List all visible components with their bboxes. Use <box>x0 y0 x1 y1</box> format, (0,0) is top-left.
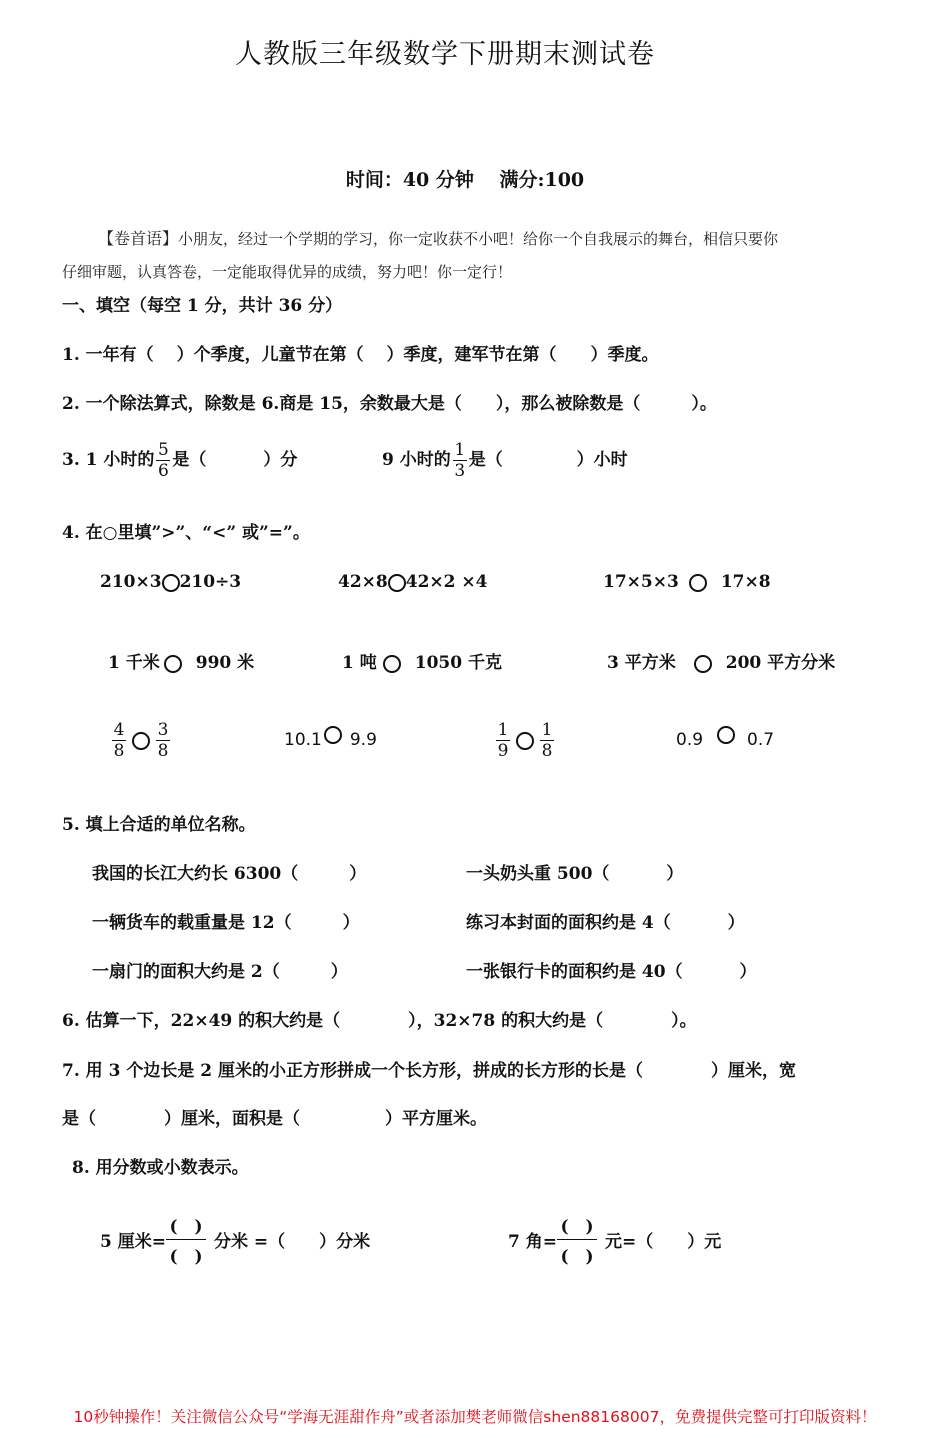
q8-item-b <box>508 1212 721 1267</box>
fraction: $\frac{4}{8}$ <box>113 720 125 761</box>
exam-info: 时间：40 分钟 满分:100 <box>345 169 585 191</box>
fraction-5-6: $\frac{5}{6}$ <box>158 440 169 481</box>
question-4: 4. 在○里填”>”、“<” 或”=”。 <box>62 523 310 543</box>
intro-text-1: 小朋友，经过一个学期的学习，你一定收获不小吧！给你一个自我展示的舞台，相信只要你 <box>178 230 779 248</box>
question-3 <box>62 440 297 481</box>
q3-b-suffix: 是（ ）小时 <box>468 450 628 470</box>
compare-item: 0.9 0.7 <box>676 730 774 750</box>
section-heading: 一、填空（每空 1 分，共计 36 分） <box>62 296 343 316</box>
unit-item: 练习本封面的面积约是 4（ ） <box>466 913 745 933</box>
compare-item: 42×8 42×2 ×4 <box>338 572 488 592</box>
footer-promo: 10秒钟操作！关注微信公众号“学海无涯甜作舟”或者添加樊老师微信shen88168007，免费提供完整可打印版资料！ <box>73 1408 877 1426</box>
circle-blank-icon[interactable] <box>388 574 406 592</box>
fraction: $\frac{1}{9}$ <box>497 720 509 761</box>
fraction: $\frac{1}{8}$ <box>541 720 553 761</box>
q8-item-a <box>100 1212 370 1267</box>
unit-item: 一张银行卡的面积约是 40（ ） <box>466 962 757 982</box>
circle-blank-icon[interactable] <box>689 574 707 592</box>
question-1: 1. 一年有（ ）个季度，儿童节在第（ ）季度，建军节在第（ ）季度。 <box>62 345 659 365</box>
circle-blank-icon[interactable] <box>162 574 180 592</box>
fraction-blank: ( ) ( ) <box>166 1212 206 1267</box>
unit-item: 一辆货车的载重量是 12（ ） <box>92 913 360 933</box>
question-3b <box>382 440 628 481</box>
q8-b-suffix: 元=（ ）元 <box>605 1232 722 1252</box>
compare-item: 10.1 9.9 <box>284 730 377 750</box>
q3-a-suffix: 是（ ）分 <box>172 450 298 470</box>
q3-a-prefix: 3. 1 小时的 <box>62 450 155 470</box>
compare-item: 1 吨 1050 千克 <box>342 653 502 673</box>
intro-line-2: 仔细审题，认真答卷，一定能取得优异的成绩，努力吧！你一定行！ <box>62 263 513 281</box>
circle-blank-icon[interactable] <box>516 732 534 750</box>
intro-line-1 <box>98 226 778 249</box>
question-7-line-2: 是（ ）厘米，面积是（ ）平方厘米。 <box>62 1109 487 1129</box>
question-7-line-1: 7. 用 3 个边长是 2 厘米的小正方形拼成一个长方形，拼成的长方形的长是（ ）厘米，宽 <box>62 1061 796 1081</box>
fraction-1-3: $\frac{1}{3}$ <box>454 440 466 481</box>
q8-a-prefix: 5 厘米= <box>100 1232 166 1252</box>
question-5: 5. 填上合适的单位名称。 <box>62 815 256 835</box>
compare-item <box>494 720 556 761</box>
fraction: $\frac{3}{8}$ <box>157 720 169 761</box>
unit-item: 我国的长江大约长 6300（ ） <box>92 864 367 884</box>
fraction-blank: ( ) ( ) <box>557 1212 597 1267</box>
compare-item: 210×3 210÷3 <box>100 572 242 592</box>
compare-item: 3 平方米 200 平方分米 <box>607 653 836 673</box>
intro-tag: 【卷首语】 <box>98 229 179 248</box>
circle-blank-icon[interactable] <box>694 655 712 673</box>
unit-item: 一扇门的面积大约是 2（ ） <box>92 962 348 982</box>
circle-blank-icon[interactable] <box>164 655 182 673</box>
unit-item: 一头奶头重 500（ ） <box>466 864 684 884</box>
circle-blank-icon[interactable] <box>717 726 735 744</box>
compare-item <box>110 720 172 761</box>
circle-blank-icon[interactable] <box>132 732 150 750</box>
compare-item: 1 千米 990 米 <box>108 653 255 673</box>
q8-b-prefix: 7 角= <box>508 1232 557 1252</box>
circle-blank-icon[interactable] <box>383 655 401 673</box>
question-8: 8. 用分数或小数表示。 <box>72 1158 249 1178</box>
question-6: 6. 估算一下，22×49 的积大约是（ ），32×78 的积大约是（ ）。 <box>62 1011 697 1031</box>
compare-item: 17×5×3 17×8 <box>603 572 771 592</box>
circle-blank-icon[interactable] <box>324 726 342 744</box>
q8-a-suffix: 分米 =（ ）分米 <box>214 1232 371 1252</box>
page-title: 人教版三年级数学下册期末测试卷 <box>235 39 655 70</box>
q3-b-prefix: 9 小时的 <box>382 450 451 470</box>
question-2: 2. 一个除法算式，除数是 6.商是 15，余数最大是（ ），那么被除数是（ ）。 <box>62 394 717 414</box>
